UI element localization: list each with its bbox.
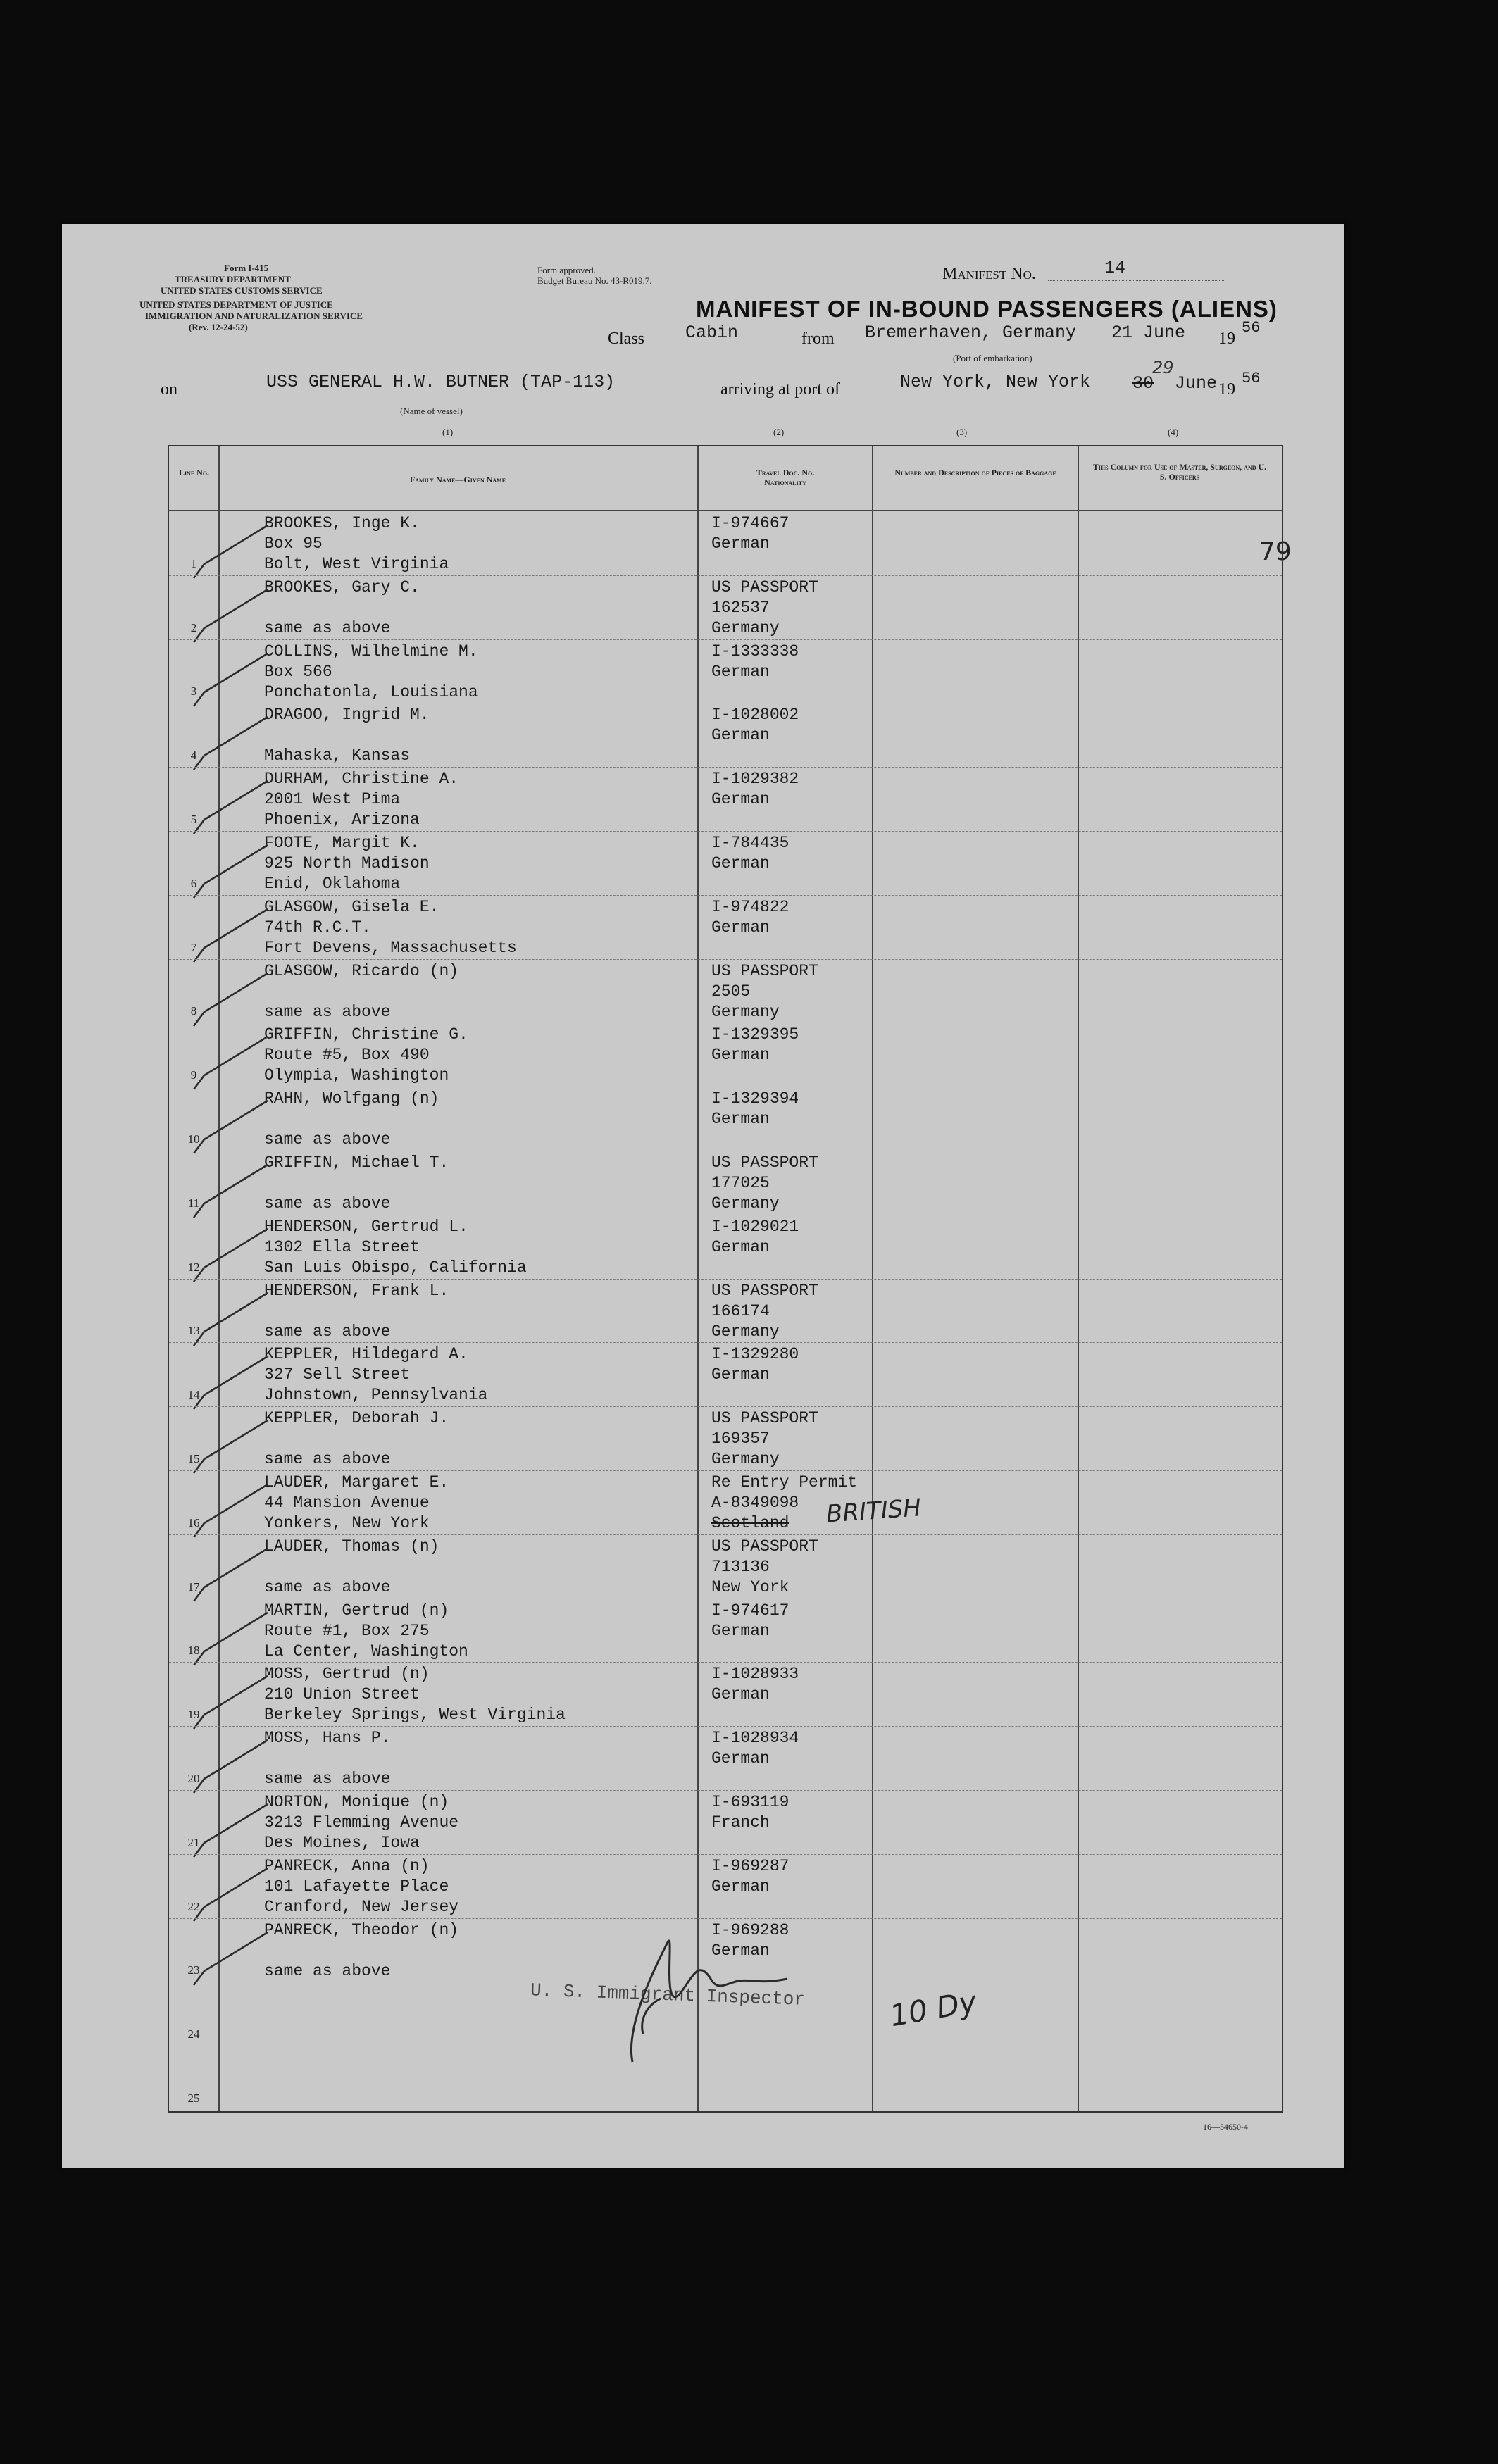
travel-doc-line: 2505 bbox=[711, 982, 751, 1001]
travel-doc-line: German bbox=[711, 1941, 770, 1960]
row-separator bbox=[169, 1406, 1282, 1407]
passenger-name-line: Ponchatonla, Louisiana bbox=[264, 682, 478, 701]
travel-doc-line: I-974617 bbox=[711, 1601, 789, 1620]
manifest-number-label: Manifest No. bbox=[942, 265, 1036, 283]
departure-year-prefix: 19 bbox=[1218, 330, 1235, 348]
manifest-number-value: 14 bbox=[1104, 258, 1126, 278]
passenger-name-line: MOSS, Gertrud (n) bbox=[264, 1665, 430, 1684]
line-number: 22 bbox=[187, 1899, 200, 1913]
passenger-name-line: LAUDER, Margaret E. bbox=[264, 1473, 449, 1491]
travel-doc-line: I-1329395 bbox=[711, 1025, 799, 1044]
manifest-title: MANIFEST OF IN-BOUND PASSENGERS (ALIENS) bbox=[696, 296, 1278, 322]
travel-doc-line: I-974822 bbox=[711, 897, 789, 916]
travel-doc-line: Germany bbox=[711, 1002, 780, 1021]
line-number: 15 bbox=[187, 1452, 200, 1465]
row-separator bbox=[169, 895, 1282, 896]
passenger-name-line: 327 Sell Street bbox=[264, 1365, 411, 1384]
page-number: 79 bbox=[1259, 537, 1292, 566]
line-number: 14 bbox=[187, 1388, 200, 1402]
row-separator bbox=[169, 1279, 1282, 1280]
check-mark bbox=[190, 774, 275, 837]
passenger-name-line: LAUDER, Thomas (n) bbox=[264, 1537, 439, 1556]
passenger-name-line: same as above bbox=[264, 1002, 391, 1021]
form-approved-text: Form approved. bbox=[537, 265, 597, 275]
passenger-name-line: Box 95 bbox=[264, 534, 323, 553]
passenger-name-line: Bolt, West Virginia bbox=[264, 555, 449, 573]
passenger-name-line: 210 Union Street bbox=[264, 1685, 420, 1704]
row-separator bbox=[169, 831, 1282, 832]
passenger-name-line: same as above bbox=[264, 1770, 391, 1789]
col-header-line-no: Line No. bbox=[178, 468, 210, 477]
line-number: 19 bbox=[187, 1708, 200, 1722]
treasury-dept: TREASURY DEPARTMENT bbox=[175, 274, 291, 284]
travel-doc-line: I-974667 bbox=[711, 514, 789, 532]
row-separator bbox=[169, 1534, 1282, 1535]
line-number: 24 bbox=[187, 2027, 200, 2041]
check-mark bbox=[190, 1797, 275, 1860]
departure-date: 21 June bbox=[1111, 323, 1186, 343]
passenger-name-line: Fort Devens, Massachusetts bbox=[264, 938, 517, 957]
row-separator bbox=[169, 1342, 1282, 1343]
arrival-month: June bbox=[1175, 373, 1218, 394]
line-number: 10 bbox=[187, 1132, 200, 1146]
passenger-name-line: 925 North Madison bbox=[264, 854, 430, 873]
col-num-2: (2) bbox=[773, 427, 785, 437]
passenger-name-line: San Luis Obispo, California bbox=[264, 1258, 527, 1277]
arriving-at-port-label: arriving at port of bbox=[720, 380, 840, 399]
travel-doc-line: German bbox=[711, 790, 770, 809]
line-number: 25 bbox=[187, 2091, 200, 2105]
passenger-name-line: 3213 Flemming Avenue bbox=[264, 1813, 459, 1832]
col-header-name: Family Name—Given Name bbox=[409, 475, 506, 484]
line-number: 11 bbox=[187, 1196, 200, 1210]
line-number: 6 bbox=[190, 876, 197, 890]
travel-doc-line: German bbox=[711, 1237, 770, 1256]
check-mark bbox=[190, 1030, 275, 1093]
row-separator bbox=[169, 959, 1282, 960]
passenger-name-line: Cranford, New Jersey bbox=[264, 1897, 459, 1916]
british-annotation: BRITISH bbox=[825, 1494, 923, 1529]
passenger-name-line: 2001 West Pima bbox=[264, 790, 401, 809]
passenger-name-line: PANRECK, Theodor (n) bbox=[264, 1920, 459, 1939]
passenger-name-line: Mahaska, Kansas bbox=[264, 746, 411, 765]
row-separator bbox=[169, 1790, 1282, 1791]
passenger-name-line: HENDERSON, Frank L. bbox=[264, 1281, 449, 1300]
passenger-name-line: GLASGOW, Ricardo (n) bbox=[264, 961, 459, 980]
travel-doc-line: German bbox=[711, 1046, 770, 1065]
travel-doc-line: I-1028933 bbox=[711, 1665, 799, 1684]
check-mark bbox=[190, 1094, 275, 1157]
line-number: 21 bbox=[187, 1835, 200, 1849]
from-label: from bbox=[801, 330, 835, 348]
line-number: 17 bbox=[187, 1580, 200, 1594]
passenger-name-line: same as above bbox=[264, 1322, 391, 1341]
travel-doc-line: US PASSPORT bbox=[711, 577, 818, 596]
passenger-name-line: HENDERSON, Gertrud L. bbox=[264, 1217, 468, 1236]
passenger-name-line: RAHN, Wolfgang (n) bbox=[264, 1089, 439, 1108]
line-number: 12 bbox=[187, 1260, 200, 1274]
check-mark bbox=[190, 966, 275, 1030]
line-number: 9 bbox=[190, 1068, 197, 1082]
passenger-name-line: same as above bbox=[264, 1450, 391, 1469]
travel-doc-line: German bbox=[711, 1110, 770, 1129]
line-number: 23 bbox=[187, 1963, 200, 1977]
line-number: 3 bbox=[190, 684, 197, 699]
passenger-name-line: Route #5, Box 490 bbox=[264, 1046, 430, 1065]
class-value: Cabin bbox=[685, 323, 739, 343]
check-mark bbox=[190, 518, 275, 582]
travel-doc-line: I-784435 bbox=[711, 834, 789, 852]
travel-doc-line: I-693119 bbox=[711, 1793, 789, 1811]
check-mark bbox=[190, 1606, 275, 1669]
passenger-name-line: 1302 Ella Street bbox=[264, 1237, 420, 1256]
col-num-4: (4) bbox=[1168, 427, 1179, 437]
manifest-number-rule bbox=[1048, 280, 1224, 281]
travel-doc-line: Germany bbox=[711, 618, 780, 637]
check-mark bbox=[190, 1733, 275, 1796]
travel-doc-line: German bbox=[711, 918, 770, 937]
travel-doc-line: US PASSPORT bbox=[711, 1281, 818, 1300]
passenger-name-line: COLLINS, Wilhelmine M. bbox=[264, 642, 478, 661]
budget-bureau-text: Budget Bureau No. 43-R019.7. bbox=[537, 275, 652, 286]
travel-doc-line: 169357 bbox=[711, 1430, 770, 1449]
passenger-name-line: PANRECK, Anna (n) bbox=[264, 1856, 430, 1875]
row-separator bbox=[169, 1854, 1282, 1855]
passenger-name-line: La Center, Washington bbox=[264, 1641, 468, 1661]
travel-doc-line: German bbox=[711, 1749, 770, 1768]
passenger-name-line: Johnstown, Pennsylvania bbox=[264, 1386, 488, 1405]
travel-doc-line: German bbox=[711, 1365, 770, 1384]
travel-doc-line: I-1029382 bbox=[711, 770, 799, 789]
passenger-name-line: KEPPLER, Deborah J. bbox=[264, 1409, 449, 1428]
passenger-name-line: GRIFFIN, Christine G. bbox=[264, 1025, 468, 1044]
line-number: 8 bbox=[190, 1004, 197, 1018]
travel-doc-line: I-1329394 bbox=[711, 1089, 799, 1108]
col-header-baggage: Number and Description of Pieces of Baggage bbox=[894, 468, 1056, 477]
travel-doc-line: Germany bbox=[711, 1322, 780, 1341]
check-mark bbox=[190, 1541, 275, 1605]
travel-doc-line: German bbox=[711, 726, 770, 745]
inspector-signature bbox=[576, 1914, 809, 2069]
passenger-name-line: DURHAM, Christine A. bbox=[264, 770, 459, 789]
departure-year: 56 bbox=[1242, 319, 1261, 337]
check-mark bbox=[190, 710, 275, 773]
check-mark bbox=[190, 646, 275, 710]
passenger-name-line: BROOKES, Gary C. bbox=[264, 577, 420, 596]
ins-service: IMMIGRATION AND NATURALIZATION SERVICE bbox=[145, 311, 363, 321]
check-mark bbox=[190, 1413, 275, 1477]
check-mark bbox=[190, 1477, 275, 1541]
passenger-name-line: 101 Lafayette Place bbox=[264, 1877, 449, 1896]
passenger-name-line: Box 566 bbox=[264, 662, 332, 681]
passenger-name-line: Phoenix, Arizona bbox=[264, 811, 420, 830]
passenger-name-line: KEPPLER, Hildegard A. bbox=[264, 1345, 468, 1364]
ten-day-annotation: 10 Dy bbox=[887, 1984, 980, 2034]
travel-doc-line: Franch bbox=[711, 1813, 770, 1832]
line-number: 18 bbox=[187, 1644, 200, 1658]
travel-doc-line: German bbox=[711, 534, 770, 553]
passenger-name-line: same as above bbox=[264, 1130, 391, 1149]
port-of-embarkation-note: (Port of embarkation) bbox=[953, 353, 1032, 363]
line-number: 20 bbox=[187, 1772, 200, 1785]
passenger-name-line: DRAGOO, Ingrid M. bbox=[264, 706, 430, 725]
passenger-name-line: Des Moines, Iowa bbox=[264, 1834, 420, 1852]
form-approval bbox=[537, 265, 651, 286]
check-mark bbox=[190, 1669, 275, 1732]
row-separator bbox=[169, 1662, 1282, 1663]
check-mark bbox=[190, 1158, 275, 1221]
on-label: on bbox=[161, 380, 177, 399]
header-divider bbox=[169, 510, 1282, 511]
travel-doc-line: I-1028002 bbox=[711, 706, 799, 725]
travel-doc-line: I-1333338 bbox=[711, 642, 799, 661]
arrival-port: New York, New York bbox=[900, 372, 1091, 392]
line-number: 1 bbox=[190, 556, 197, 570]
check-mark bbox=[190, 1286, 275, 1349]
travel-doc-line: German bbox=[711, 1685, 770, 1704]
passenger-table bbox=[168, 445, 1283, 2113]
row-separator bbox=[169, 639, 1282, 640]
from-value: Bremerhaven, Germany bbox=[865, 323, 1077, 343]
passenger-name-line: Yonkers, New York bbox=[264, 1514, 430, 1532]
row-separator bbox=[169, 1726, 1282, 1727]
check-mark bbox=[190, 1222, 275, 1285]
row-separator bbox=[169, 767, 1282, 768]
travel-doc-line: US PASSPORT bbox=[711, 1153, 818, 1172]
passenger-name-line: same as above bbox=[264, 1961, 391, 1980]
travel-doc-line: Scotland bbox=[711, 1514, 789, 1532]
travel-doc-line: German bbox=[711, 662, 770, 681]
form-number: Form I-415 bbox=[224, 263, 269, 273]
travel-doc-line: A-8349098 bbox=[711, 1494, 799, 1512]
passenger-name-line: Enid, Oklahoma bbox=[264, 875, 401, 893]
passenger-name-line: GRIFFIN, Michael T. bbox=[264, 1153, 449, 1172]
line-number: 13 bbox=[187, 1324, 200, 1338]
print-code: 16—54650-4 bbox=[1203, 2122, 1248, 2132]
col-header-travel-doc: Travel Doc. No. Nationality bbox=[756, 468, 815, 487]
travel-doc-line: German bbox=[711, 854, 770, 873]
travel-doc-line: US PASSPORT bbox=[711, 1409, 818, 1428]
travel-doc-line: 713136 bbox=[711, 1557, 770, 1576]
travel-doc-line: 177025 bbox=[711, 1174, 770, 1192]
passenger-name-line: BROOKES, Inge K. bbox=[264, 514, 420, 532]
travel-doc-line: 162537 bbox=[711, 598, 770, 617]
form-revision: (Rev. 12-24-52) bbox=[189, 322, 248, 332]
justice-dept: UNITED STATES DEPARTMENT OF JUSTICE bbox=[139, 299, 333, 310]
check-mark bbox=[190, 902, 275, 965]
travel-doc-line: Re Entry Permit bbox=[711, 1473, 858, 1491]
travel-doc-line: 166174 bbox=[711, 1301, 770, 1320]
line-number: 2 bbox=[190, 620, 197, 634]
line-number: 7 bbox=[190, 940, 197, 954]
line-number: 5 bbox=[190, 813, 197, 826]
arrival-year-prefix: 19 bbox=[1218, 380, 1235, 399]
travel-doc-line: New York bbox=[711, 1577, 789, 1596]
manifest-sheet bbox=[62, 224, 1344, 2168]
check-mark bbox=[190, 582, 275, 646]
passenger-name-line: NORTON, Monique (n) bbox=[264, 1793, 449, 1811]
arrival-day: 29 bbox=[1152, 358, 1174, 377]
col-num-1: (1) bbox=[442, 427, 454, 437]
travel-doc-line: Germany bbox=[711, 1450, 780, 1469]
passenger-name-line: same as above bbox=[264, 1194, 391, 1213]
vessel-name: USS GENERAL H.W. BUTNER (TAP-113) bbox=[266, 372, 616, 392]
vessel-name-note: (Name of vessel) bbox=[400, 406, 463, 416]
travel-doc-line: I-969288 bbox=[711, 1920, 789, 1939]
passenger-name-line: Berkeley Springs, West Virginia bbox=[264, 1706, 566, 1725]
col-header-officers: This Column for Use of Master, Surgeon, and U. S. Officers bbox=[1092, 462, 1267, 482]
travel-doc-line: Germany bbox=[711, 1194, 780, 1213]
customs-service: UNITED STATES CUSTOMS SERVICE bbox=[161, 285, 323, 296]
passenger-name-line: same as above bbox=[264, 618, 391, 637]
col-num-3: (3) bbox=[956, 427, 968, 437]
travel-doc-line: German bbox=[711, 1621, 770, 1640]
passenger-name-line: MARTIN, Gertrud (n) bbox=[264, 1601, 449, 1620]
check-mark bbox=[190, 838, 275, 901]
passenger-name-line: MOSS, Hans P. bbox=[264, 1729, 391, 1748]
arrival-year: 56 bbox=[1242, 370, 1261, 387]
class-label: Class bbox=[608, 330, 645, 348]
row-separator bbox=[169, 1470, 1282, 1471]
passenger-name-line: same as above bbox=[264, 1577, 391, 1596]
passenger-name-line: FOOTE, Margit K. bbox=[264, 834, 420, 852]
travel-doc-line: I-969287 bbox=[711, 1856, 789, 1875]
arrival-day-struck: 30 bbox=[1132, 373, 1154, 394]
row-separator bbox=[169, 575, 1282, 576]
travel-doc-line: German bbox=[711, 1877, 770, 1896]
inspector-stamp: U. S. Immigrant Inspector bbox=[530, 1980, 806, 2010]
passenger-name-line: Route #1, Box 275 bbox=[264, 1621, 430, 1640]
check-mark bbox=[190, 1349, 275, 1413]
travel-doc-line: US PASSPORT bbox=[711, 961, 818, 980]
form-agency-block bbox=[139, 263, 393, 333]
check-mark bbox=[190, 1861, 275, 1925]
passenger-name-line: Olympia, Washington bbox=[264, 1066, 449, 1085]
travel-doc-line: I-1028934 bbox=[711, 1729, 799, 1748]
travel-doc-line: I-1329280 bbox=[711, 1345, 799, 1364]
travel-doc-line: I-1029021 bbox=[711, 1217, 799, 1236]
check-mark bbox=[190, 1925, 275, 1989]
line-number: 16 bbox=[187, 1515, 200, 1530]
line-number: 4 bbox=[190, 749, 197, 763]
passenger-name-line: GLASGOW, Gisela E. bbox=[264, 897, 439, 916]
passenger-name-line: 44 Mansion Avenue bbox=[264, 1494, 430, 1512]
passenger-name-line: 74th R.C.T. bbox=[264, 918, 371, 937]
travel-doc-line: US PASSPORT bbox=[711, 1537, 818, 1556]
